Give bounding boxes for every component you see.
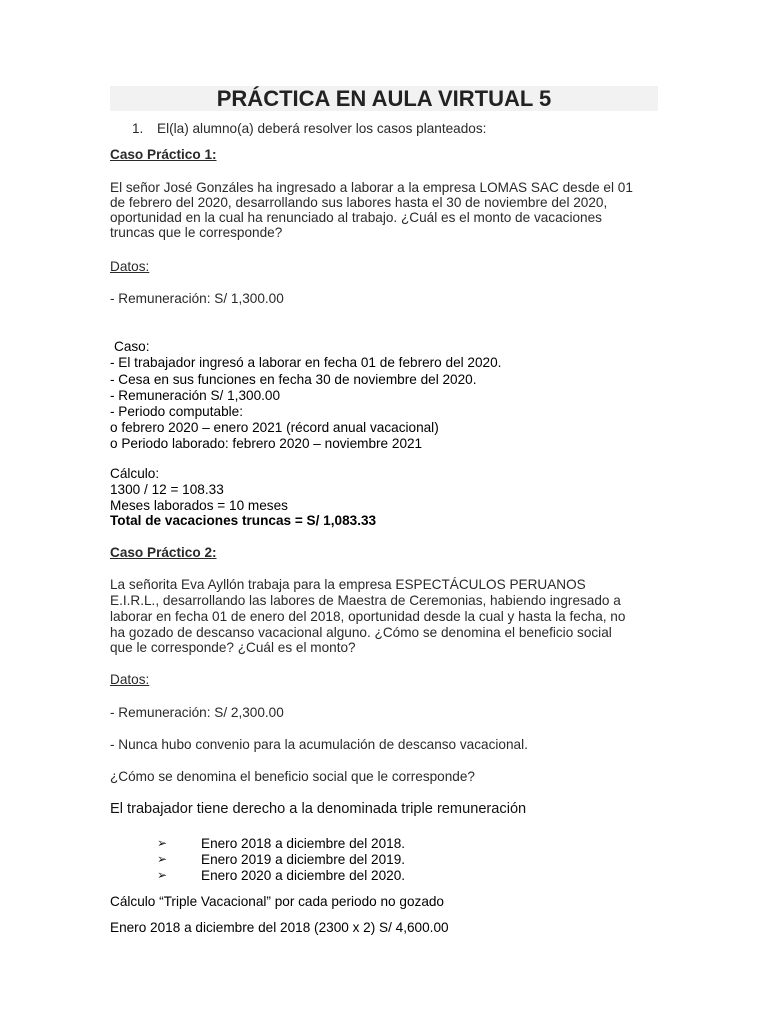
case1-caso-line: - Periodo computable:	[110, 404, 243, 419]
arrow-bullet-icon: ➢	[157, 852, 168, 866]
case2-paragraph-line: que le corresponde? ¿Cuál es el monto?	[110, 640, 356, 655]
case2-calc-first: Enero 2018 a diciembre del 2018 (2300 x 2) S/ 4,600.00	[110, 920, 449, 935]
case2-question: ¿Cómo se denomina el beneficio social que le corresponde?	[110, 769, 475, 784]
title-bar	[110, 86, 658, 111]
case2-convenio: - Nunca hubo convenio para la acumulación de descanso vacacional.	[110, 737, 528, 752]
case2-period-item: Enero 2019 a diciembre del 2019.	[201, 852, 406, 867]
case1-datos-label: Datos:	[110, 259, 150, 274]
instruction-text: El(la) alumno(a) deberá resolver los casos planteados:	[157, 121, 487, 136]
case2-paragraph-line: laborar en fecha 01 de enero del 2018, oportunidad desde la cual y hasta la fecha, no	[110, 609, 626, 624]
case1-caso-line: o febrero 2020 – enero 2021 (récord anual vacacional)	[110, 420, 439, 435]
case1-caso-line: - Cesa en sus funciones en fecha 30 de noviembre del 2020.	[110, 372, 477, 387]
case1-calculo-label: Cálculo:	[110, 466, 160, 481]
case2-paragraph-line: E.I.R.L., desarrollando las labores de Maestra de Ceremonias, habiendo ingresado a	[110, 593, 621, 608]
case1-caso-line: - Remuneración S/ 1,300.00	[110, 388, 281, 403]
case1-calculo-line: 1300 / 12 = 108.33	[110, 482, 224, 497]
case1-remuneracion: - Remuneración: S/ 1,300.00	[110, 291, 284, 306]
page-title: PRÁCTICA EN AULA VIRTUAL 5	[216, 86, 552, 111]
case1-total: Total de vacaciones truncas = S/ 1,083.33	[110, 513, 377, 528]
case1-heading: Caso Práctico 1:	[110, 147, 217, 162]
case2-period-item: Enero 2018 a diciembre del 2018.	[201, 836, 406, 851]
case1-paragraph-line: de febrero del 2020, desarrollando sus labores hasta el 30 de noviembre del 2020,	[110, 195, 608, 210]
case2-paragraph-line: La señorita Eva Ayllón trabaja para la empresa ESPECTÁCULOS PERUANOS	[110, 577, 586, 592]
arrow-bullet-icon: ➢	[157, 836, 168, 850]
case1-paragraph-line: oportunidad en la cual ha renunciado al trabajo. ¿Cuál es el monto de vacaciones	[110, 210, 602, 225]
case2-datos-label: Datos:	[110, 672, 150, 687]
instruction-number: 1.	[132, 121, 144, 136]
case1-paragraph-line: truncas que le corresponde?	[110, 225, 283, 240]
case2-heading: Caso Práctico 2:	[110, 545, 217, 560]
case1-caso-label: Caso:	[114, 339, 150, 354]
case2-paragraph-line: ha gozado de descanso vacacional alguno. ¿Cómo se denomina el beneficio social	[110, 625, 612, 640]
case2-remuneracion: - Remuneración: S/ 2,300.00	[110, 705, 284, 720]
case2-calc-intro: Cálculo “Triple Vacacional” por cada periodo no gozado	[110, 894, 444, 909]
arrow-bullet-icon: ➢	[157, 868, 168, 882]
case1-caso-line: - El trabajador ingresó a laborar en fecha 01 de febrero del 2020.	[110, 355, 502, 370]
case1-calculo-line: Meses laborados = 10 meses	[110, 498, 288, 513]
case2-period-item: Enero 2020 a diciembre del 2020.	[201, 868, 406, 883]
case1-paragraph-line: El señor José Gonzáles ha ingresado a laborar a la empresa LOMAS SAC desde el 01	[110, 180, 633, 195]
case2-answer: El trabajador tiene derecho a la denominada triple remuneración	[110, 801, 527, 817]
case1-caso-line: o Periodo laborado: febrero 2020 – noviembre 2021	[110, 436, 423, 451]
